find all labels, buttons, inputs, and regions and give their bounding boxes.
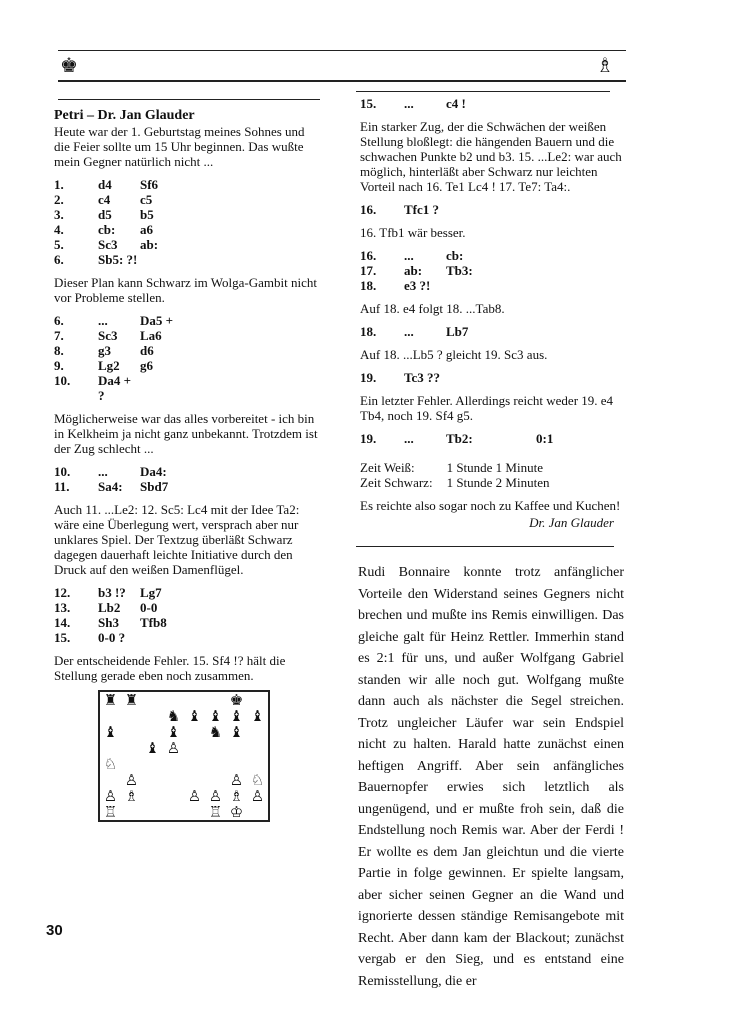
board-square: ♜ [103, 691, 118, 709]
article-end-rule [356, 546, 614, 547]
white-move: ... [98, 313, 108, 328]
move-row [54, 343, 173, 358]
header-bottom-rule [58, 80, 626, 82]
board-square [142, 692, 163, 708]
white-move: Lg2 [98, 358, 120, 373]
white-move: d5 [98, 207, 112, 222]
board-square: ♙ [166, 739, 181, 757]
black-move: Sf6 [140, 177, 159, 192]
author-signature: Dr. Jan Glauder [529, 515, 614, 530]
move-row [54, 313, 173, 328]
board-square [247, 756, 268, 772]
move-number: 15. [54, 630, 71, 645]
move-number: 16. [360, 202, 377, 217]
move-number: 8. [54, 343, 64, 358]
white-move: e3 ?! [404, 278, 431, 293]
board-square [247, 724, 268, 740]
board-square: ♞ [166, 707, 181, 725]
board-square: ♝ [103, 723, 118, 741]
board-square: ♞ [208, 723, 223, 741]
board-square: ♝ [250, 707, 265, 725]
board-square [121, 724, 142, 740]
black-move: cb: [446, 248, 464, 263]
black-move [140, 630, 167, 645]
white-move: ... [404, 324, 414, 339]
board-square: ♚ [229, 691, 244, 709]
move-number: 15. [360, 96, 377, 111]
board-square [142, 788, 163, 804]
move-number: 2. [54, 192, 64, 207]
move-row [360, 370, 446, 385]
board-square: ♙ [124, 771, 139, 789]
moves-block-1 [54, 177, 158, 267]
moves-right-5 [360, 370, 446, 385]
board-square [205, 740, 226, 756]
left-column [54, 108, 320, 691]
board-square: ♝ [166, 723, 181, 741]
black-move: c5 [140, 192, 153, 207]
board-square [247, 692, 268, 708]
board-square [142, 724, 163, 740]
white-move: ... [404, 96, 414, 111]
board-square: ♙ [250, 787, 265, 805]
time-value: 1 Stunde 2 Minuten [446, 475, 550, 490]
black-move: 0-0 [140, 600, 158, 615]
left-title-rule [58, 99, 320, 100]
black-move: b5 [140, 207, 154, 222]
board-square: ♝ [145, 739, 160, 757]
black-move: Da5 + [140, 313, 174, 328]
black-move [140, 373, 173, 403]
board-square [121, 804, 142, 820]
time-value: 1 Stunde 1 Minute [446, 460, 543, 475]
moves-right-3 [360, 248, 473, 293]
board-square [142, 804, 163, 820]
black-move: Lg7 [140, 585, 162, 600]
black-move: La6 [140, 328, 162, 343]
move-row [54, 600, 167, 615]
move-row [54, 237, 158, 252]
closing-text [360, 498, 626, 513]
move-row [54, 192, 158, 207]
time-label: Zeit Schwarz: [360, 475, 433, 490]
move-row [360, 96, 466, 111]
move-number: 14. [54, 615, 71, 630]
white-move: 0-0 ? [98, 630, 126, 645]
move-row [360, 278, 473, 293]
move-row [360, 248, 473, 263]
board-square [226, 756, 247, 772]
move-number: 6. [54, 252, 64, 267]
black-move [446, 278, 473, 293]
move-number: 6. [54, 313, 64, 328]
board-square [121, 740, 142, 756]
white-move: Sc3 [98, 328, 118, 343]
header-top-rule [58, 50, 626, 51]
right-column [360, 96, 626, 530]
moves-right-1 [360, 96, 466, 111]
move-row [360, 263, 473, 278]
move-number: 18. [360, 278, 377, 293]
board-square [205, 772, 226, 788]
move-row [54, 615, 167, 630]
board-square [121, 756, 142, 772]
final-move-white: ... [404, 431, 414, 446]
white-move: c4 [98, 192, 111, 207]
white-move: Sc3 [98, 237, 118, 252]
move-number: 17. [360, 263, 377, 278]
black-move: a6 [140, 222, 153, 237]
right-commentary-2: 16. Tfb1 wär besser. [360, 225, 466, 240]
black-move: ab: [140, 237, 159, 252]
white-move: ab: [404, 263, 423, 278]
move-row [54, 177, 158, 192]
board-square: ♔ [229, 803, 244, 821]
white-move: b3 !? [98, 585, 126, 600]
board-square [205, 756, 226, 772]
move-row [54, 207, 158, 222]
chess-diagram [98, 690, 270, 822]
move-row [54, 630, 167, 645]
move-number: 11. [54, 479, 70, 494]
board-square: ♗ [124, 787, 139, 805]
move-number: 3. [54, 207, 64, 222]
moves-block-3 [54, 464, 168, 494]
board-square [163, 788, 184, 804]
move-row [54, 585, 167, 600]
right-commentary-3: Auf 18. e4 folgt 18. ...Tab8. [360, 301, 505, 316]
board-square [184, 804, 205, 820]
board-square [142, 708, 163, 724]
move-number: 18. [360, 324, 377, 339]
board-square: ♝ [229, 707, 244, 725]
white-move: Da4 + ? [98, 373, 132, 403]
board-square: ♙ [208, 787, 223, 805]
board-square [184, 756, 205, 772]
intro-text: Heute war der 1. Geburtstag meines Sohnes und die Feier sollte um 15 Uhr beginnen. Das wußte mein Gegner natürlich nicht ... [54, 124, 305, 169]
board-square: ♖ [208, 803, 223, 821]
move-number: 7. [54, 328, 64, 343]
right-commentary-5: Ein letzter Fehler. Allerdings reicht weder 19. e4 Tb4, noch 19. Sf4 g5. [360, 393, 614, 423]
final-move-number: 19. [360, 431, 377, 446]
board-square [142, 772, 163, 788]
final-move [360, 431, 553, 446]
board-square [121, 708, 142, 724]
board-square [100, 740, 121, 756]
closing-sentence: Es reichte also sogar noch zu Kaffee und Kuchen! [360, 498, 621, 513]
board-square: ♙ [103, 787, 118, 805]
moves-block-2 [54, 313, 173, 403]
board-square [100, 708, 121, 724]
move-number: 19. [360, 370, 377, 385]
board-square [226, 740, 247, 756]
black-move: c4 ! [446, 96, 466, 111]
board-square: ♙ [229, 771, 244, 789]
report-text: Rudi Bonnaire konnte trotz anfänglicher Vorteile den Widerstand seines Gegners nicht brechen und mußte ins Remis einwilligen. Das gleiche galt für Heinz Rettler. Immerhin stand es 2:1 für uns, und außer Wolfgang Gabriel standen wir alle noch gut. Wolfgang mußte dann auch als nächster die Segel streichen. Trotz ungleicher Läufer war sein Endspiel nicht zu halten. Harald hatte zunächst einen heftigen Angriff. Aber sein anfängliches Bauernopfer erwies sich letztlich als ungenügend, und er mußte froh sein, daß die Endstellung noch Remis war. Aber der Ferdi ! Er wollte es dem Jan gleichtun und die vierte Partie in folge gewinnen. Er spielte langsam, aber sicher seinen Gegner an die Wand und ignorierte dessen ständige Remisangebote mit Recht. Aber dann kam der Blackout; zunächst vergab er den Sieg, und es entstand eine Remisstellung, die er [358, 565, 624, 989]
white-move: Tc3 ?? [404, 370, 440, 385]
move-row [54, 252, 158, 267]
game-title: Petri – Dr. Jan Glauder [54, 108, 195, 123]
black-move: Lb7 [446, 324, 469, 339]
commentary-4: Auch 11. ...Le2: 12. Sc5: Lc4 mit der Idee Ta2: wäre eine Überlegung wert, versprach aber nur unklares Spiel. Der Textzug überläßt Schwarz dagegen dauerhaft leichte Initiative durch den Druck auf den weißen Damenflügel. [54, 502, 300, 577]
board-square [184, 772, 205, 788]
move-row [54, 328, 173, 343]
board-square [163, 804, 184, 820]
final-move-black: Tb2: [446, 431, 473, 446]
board-square: ♗ [229, 787, 244, 805]
white-move: Sb5: ?! [98, 252, 138, 267]
black-move: d6 [140, 343, 154, 358]
black-move [140, 252, 158, 267]
white-move: g3 [98, 343, 111, 358]
move-row [54, 222, 158, 237]
move-row [360, 324, 468, 339]
board-square [163, 772, 184, 788]
king-icon: ♚ [60, 55, 78, 77]
right-commentary-1: Ein starker Zug, der die Schwächen der weißen Stellung bloßlegt: die hängenden Bauern und die schwachen Punkte b2 und b3. 15. ...Le2: war auch möglich, hinterläßt aber Schwarz nur leichten Vorteil nach 16. Te1 Lc4 ! 17. Te7: Ta4:. [360, 119, 622, 194]
page-number: 30 [46, 922, 63, 939]
bishop-icon: ♗ [596, 55, 614, 77]
move-row [54, 373, 173, 403]
board-square: ♝ [229, 723, 244, 741]
black-move: Da4: [140, 464, 167, 479]
move-row [54, 358, 173, 373]
board-square [184, 724, 205, 740]
move-number: 16. [360, 248, 377, 263]
white-move: Sh3 [98, 615, 119, 630]
black-move: Tfb8 [140, 615, 167, 630]
white-move: Lb2 [98, 600, 121, 615]
white-move: ... [404, 248, 414, 263]
white-move: Sa4: [98, 479, 123, 494]
move-row [360, 202, 446, 217]
black-move: Tb3: [446, 263, 473, 278]
move-number: 10. [54, 373, 71, 388]
board-square [247, 740, 268, 756]
board-square: ♜ [124, 691, 139, 709]
right-top-rule [356, 91, 610, 92]
board-square [163, 756, 184, 772]
move-number: 12. [54, 585, 71, 600]
white-move: cb: [98, 222, 116, 237]
white-move: d4 [98, 177, 112, 192]
move-number: 9. [54, 358, 64, 373]
board-square [184, 740, 205, 756]
board-square [163, 692, 184, 708]
board-square [205, 692, 226, 708]
moves-right-4 [360, 324, 468, 339]
board-square: ♝ [187, 707, 202, 725]
white-move: ... [98, 464, 108, 479]
commentary-2: Dieser Plan kann Schwarz im Wolga-Gambit nicht vor Probleme stellen. [54, 275, 317, 305]
board-square [247, 804, 268, 820]
move-number: 1. [54, 177, 64, 192]
move-number: 10. [54, 464, 71, 479]
moves-right-2 [360, 202, 446, 217]
moves-block-4 [54, 585, 167, 645]
move-number: 4. [54, 222, 64, 237]
board-square: ♘ [250, 771, 265, 789]
board-square [184, 692, 205, 708]
move-number: 13. [54, 600, 71, 615]
move-row [54, 479, 168, 494]
board-square: ♙ [187, 787, 202, 805]
commentary-3: Möglicherweise war das alles vorbereitet - ich bin in Kelkheim ja nicht ganz unbekannt. Trotzdem ist der Zug schlecht ... [54, 411, 318, 456]
commentary-5: Der entscheidende Fehler. 15. Sf4 !? hält die Stellung gerade eben noch zusammen. [54, 653, 286, 683]
white-move: Tfc1 ? [404, 202, 440, 217]
move-number: 5. [54, 237, 64, 252]
move-row [54, 464, 168, 479]
game-result: 0:1 [536, 431, 554, 446]
time-label: Zeit Weiß: [360, 460, 415, 475]
black-move: g6 [140, 358, 153, 373]
board-square [142, 756, 163, 772]
right-commentary-4: Auf 18. ...Lb5 ? gleicht 19. Sc3 aus. [360, 347, 548, 362]
time-table [360, 460, 563, 490]
board-square: ♝ [208, 707, 223, 725]
board-square [100, 772, 121, 788]
board-square: ♘ [103, 755, 118, 773]
black-move: Sbd7 [140, 479, 169, 494]
board-square: ♖ [103, 803, 118, 821]
